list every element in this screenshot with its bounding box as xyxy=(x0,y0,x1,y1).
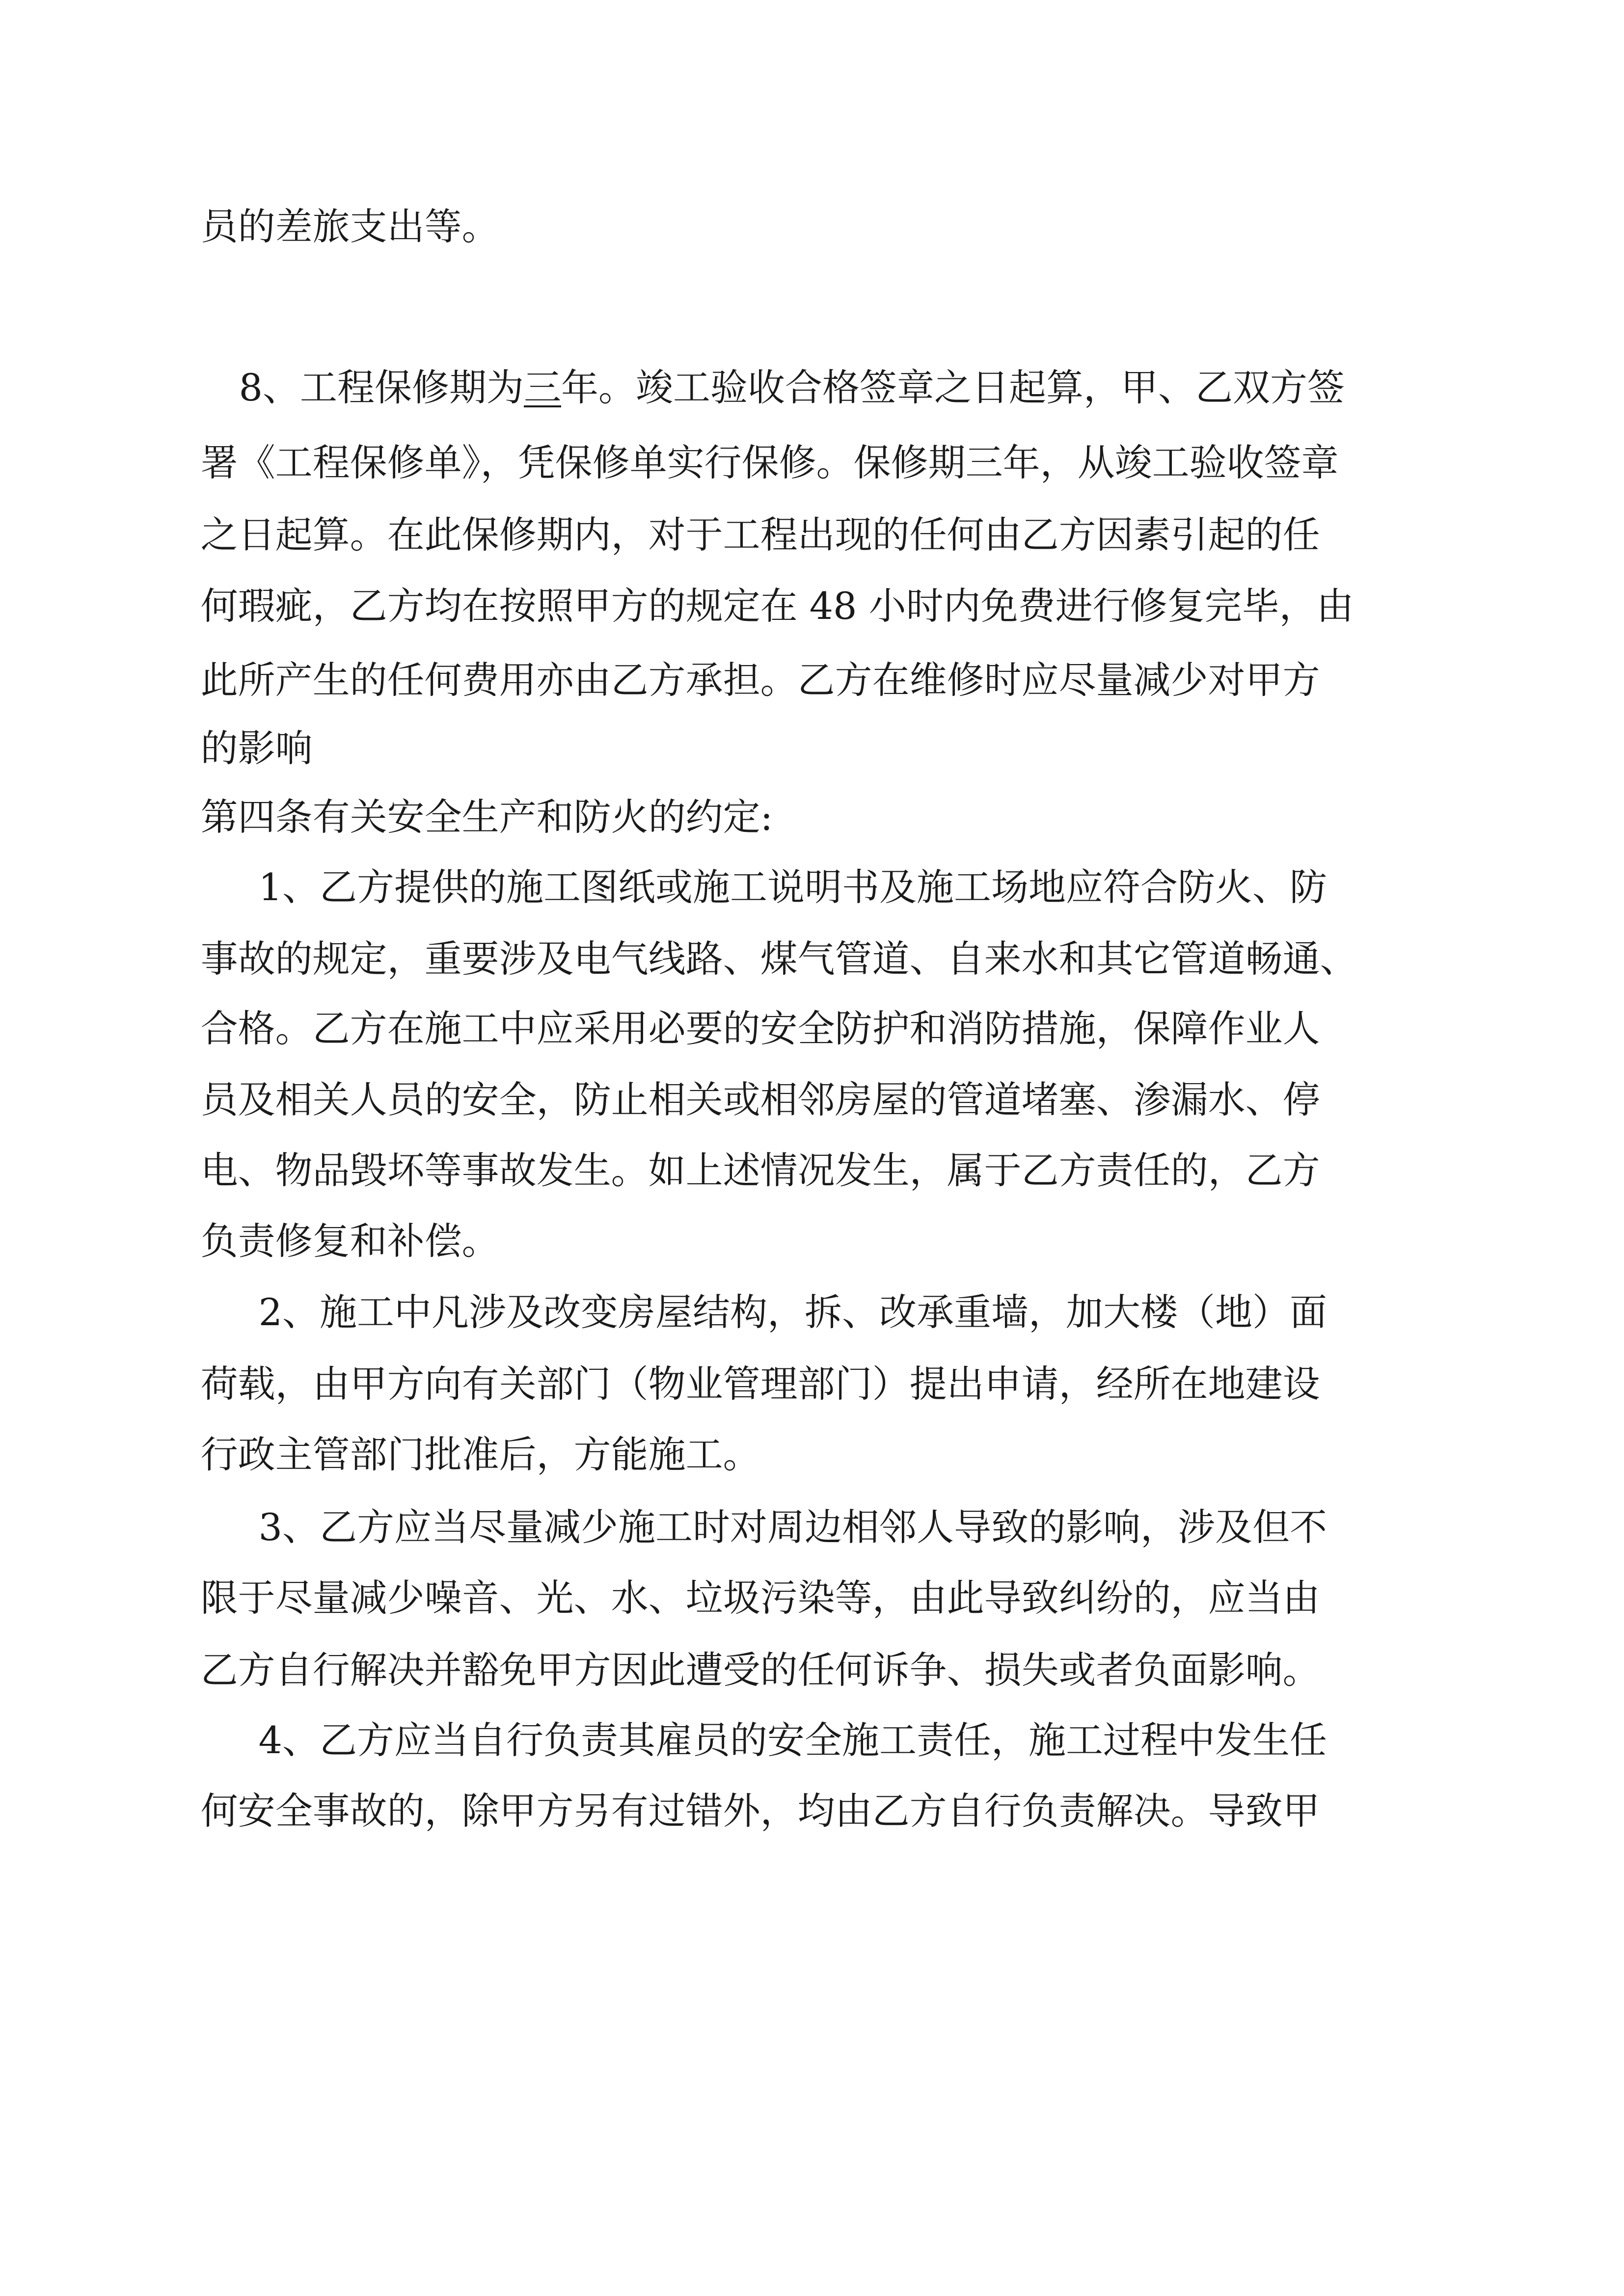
line-text: 何瑕疵，乙方均在按照甲方的规定在 48 小时内免费进行修复完毕，由 xyxy=(200,584,1354,628)
line-text: 1、乙方提供的施工图纸或施工说明书及施工场地应符合防火、防 xyxy=(258,865,1327,909)
line-text: 年。竣工验收合格签章之日起算，甲、乙双方签 xyxy=(561,366,1345,409)
paragraph-line xyxy=(153,518,1354,628)
paragraph-line xyxy=(153,447,1320,557)
line-text: 限于尽量减少噪音、光、水、垃圾污染等，由此导致纠纷的，应当由 xyxy=(200,1576,1320,1620)
clause-4-line xyxy=(211,1652,1327,1762)
line-text: 乙方自行解决并豁免甲方因此遭受的任何诉争、损失或者负面影响。 xyxy=(200,1648,1320,1692)
line-text: 2、施工中凡涉及改变房屋结构，拆、改承重墙，加大楼（地）面 xyxy=(258,1290,1327,1334)
line-text: 此所产生的任何费用亦由乙方承担。乙方在维修时应尽量减少对甲方 xyxy=(200,658,1320,702)
paragraph-line xyxy=(153,1582,1320,1692)
line-text: 荷载，由甲方向有关部门（物业管理部门）提出申请，经所在地建设 xyxy=(200,1362,1320,1406)
paragraph-line xyxy=(153,871,1357,981)
line-text: 负责修复和补偿。 xyxy=(200,1219,499,1263)
line-text: 事故的规定，重要涉及电气线路、煤气管道、自来水和其它管道畅通、 xyxy=(200,937,1357,981)
line-text: 署《工程保修单》，凭保修单实行保修。保修期三年，从竣工验收签章 xyxy=(200,441,1339,484)
underlined-term: 三 xyxy=(524,366,561,409)
paragraph-line xyxy=(153,1510,1320,1620)
line-text: 的影响 xyxy=(200,726,313,770)
line-text: 行政主管部门批准后，方能施工。 xyxy=(200,1433,760,1476)
line-text: 何安全事故的，除甲方另有过错外，均由乙方自行负责解决。导致甲 xyxy=(200,1789,1320,1833)
paragraph-line xyxy=(153,940,1320,1050)
paragraph-line xyxy=(153,1296,1320,1406)
paragraph-line xyxy=(153,1082,1320,1192)
paragraph-line xyxy=(153,1366,760,1476)
paragraph-line xyxy=(153,592,1320,702)
section-heading xyxy=(153,729,773,839)
clause-8-line xyxy=(191,299,1345,409)
paragraph-line xyxy=(153,1153,499,1263)
heading-text: 第四条有关安全生产和防火的约定: xyxy=(200,795,773,839)
paragraph-line xyxy=(153,660,313,770)
clause-3-line xyxy=(211,1439,1327,1549)
line-text: 3、乙方应当尽量减少施工时对周边相邻人导致的影响，涉及但不 xyxy=(258,1505,1327,1549)
paragraph-line xyxy=(153,1723,1320,1833)
paragraph-line xyxy=(153,374,1339,484)
line-text: 4、乙方应当自行负责其雇员的安全施工责任，施工过程中发生任 xyxy=(258,1718,1327,1762)
clause-2-line xyxy=(211,1224,1327,1334)
line-text: 电、物品毁坏等事故发生。如上述情况发生，属于乙方责任的，乙方 xyxy=(200,1148,1320,1192)
line-text: 8、工程保修期为 xyxy=(239,366,524,409)
clause-1-line xyxy=(211,799,1327,909)
line-text: 之日起算。在此保修期内，对于工程出现的任何由乙方因素引起的任 xyxy=(200,513,1320,557)
line-text: 合格。乙方在施工中应采用必要的安全防护和消防措施，保障作业人 xyxy=(200,1007,1320,1050)
line-text: 员的差旅支出等。 xyxy=(200,205,499,248)
paragraph-line xyxy=(153,1012,1320,1121)
line-text: 员及相关人员的安全，防止相关或相邻房屋的管道堵塞、渗漏水、停 xyxy=(200,1078,1320,1121)
paragraph-line xyxy=(153,138,499,248)
